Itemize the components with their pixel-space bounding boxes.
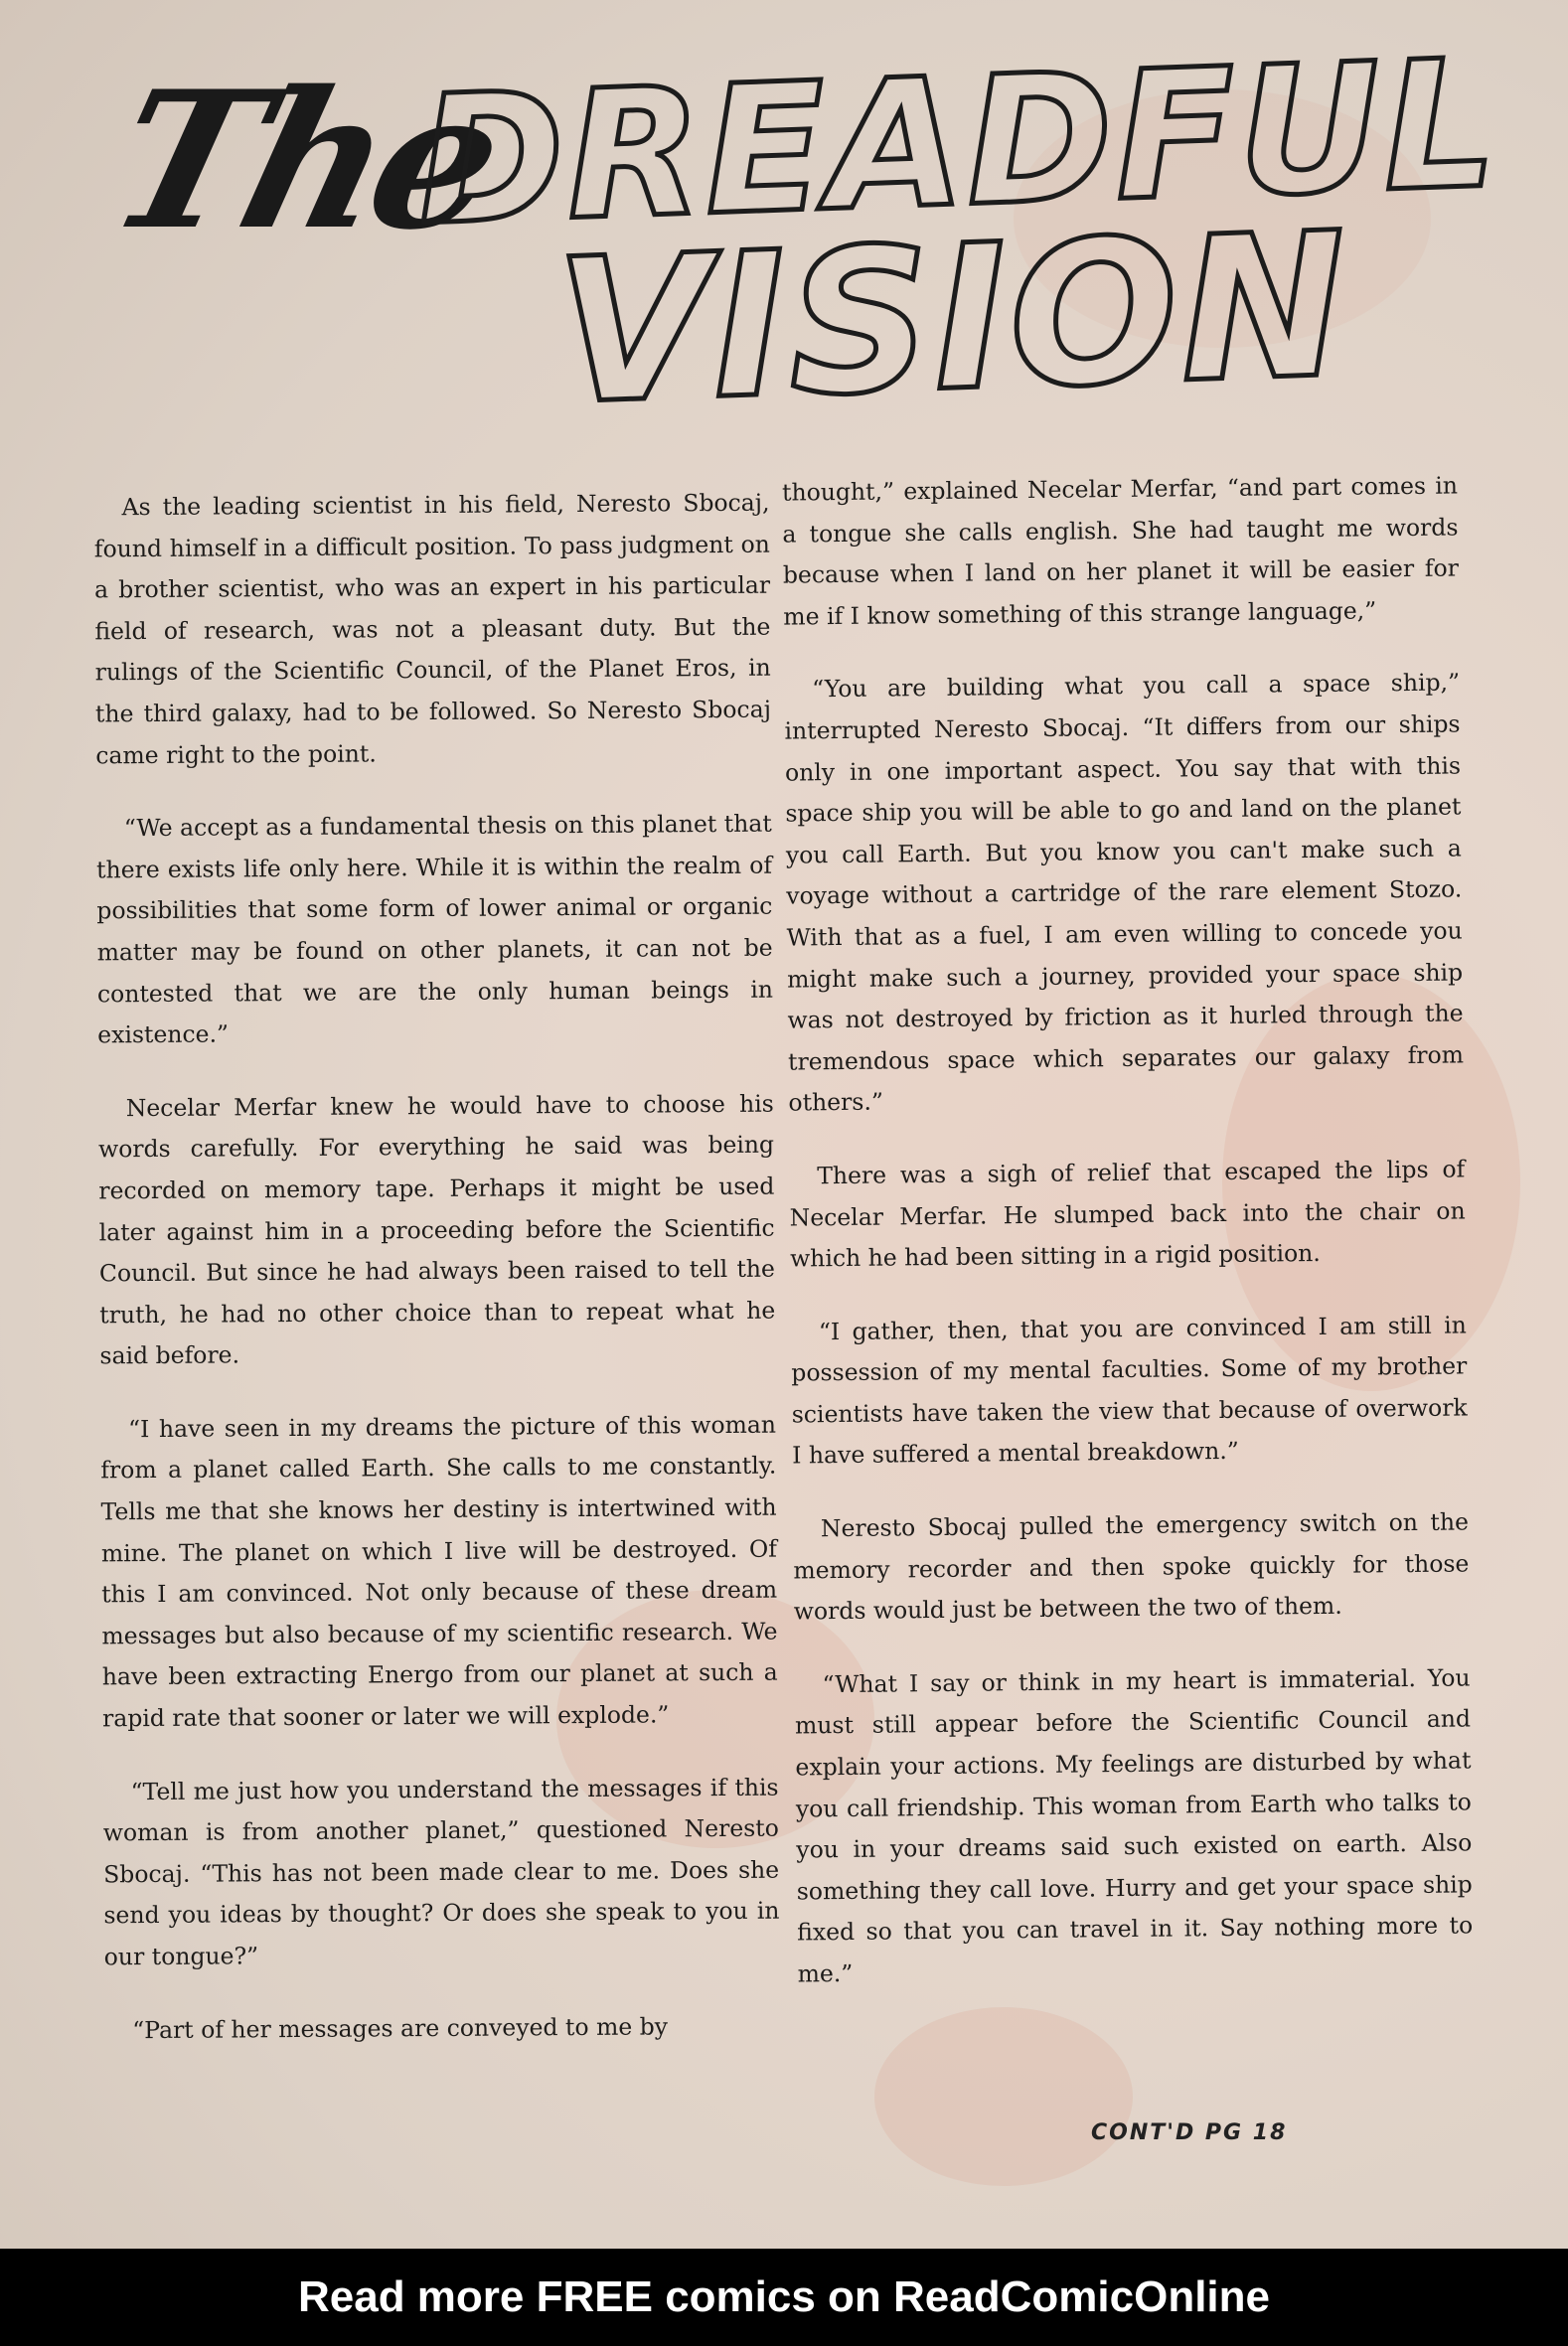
title-the: The [90,50,515,271]
text-column-right [782,465,1474,2027]
promo-banner[interactable]: Read more FREE comics on ReadComicOnline [0,2249,1568,2346]
continued-note: CONT'D PG 18 [1091,2120,1288,2145]
paragraph: “I have seen in my dreams the picture of this woman from a planet called Earth. She calls to me constantly. Tells me that she knows her destiny is intertwined with mine. The planet on which I live will be destroyed. Of this I am convinced. Not only because of these dream messages but also because of my scientific research. We have been extracting Energo from our planet at such a rapid rate that sooner or later we will explode.” [100,1410,778,1733]
title-vision: VISION [552,190,1352,449]
paragraph: “What I say or think in my heart is immaterial. You must still appear before the Scientific Council and explain your actions. My feelings are disturbed by what you call friendship. This woman from Earth who talks to you in your dreams said such existed on earth. Also something they call love. Hurry and get your space ship fixed so that you can travel in it. Say nothing more to me.” [794,1663,1474,1988]
paragraph: Necelar Merfar knew he would have to choose his words carefully. For everything he said was being recorded on memory tape. Perhaps it might be used later against him in a proceeding before the Scientific Council. But since he had always been raised to tell the truth, he had no other choice than to repeat what he said before. [97,1089,776,1370]
paragraph: As the leading scientist in his field, Neresto Sbocaj, found himself in a difficult position. To pass judgment on a brother scientist, who was an expert in his particular field of research, was not a pleasant duty. But the rulings of the Scientific Council, of the Planet Eros, in the third galaxy, had to be followed. So Neresto Sbocaj came right to the point. [93,488,772,769]
paragraph: “We accept as a fundamental thesis on this planet that there exists life only here. While it is within the realm of possibilities that some form of lower animal or organic matter may be found on other planets, it can not be contested that we are the only human beings in existence.” [95,809,774,1049]
paragraph: Neresto Sbocaj pulled the emergency switch on the memory recorder and then spoke quickly for those words would just be between the two of them. [793,1507,1470,1626]
text-column-left [93,483,780,2084]
paragraph: “Tell me just how you understand the messages if this woman is from another planet,” questioned Neresto Sbocaj. “This has not been made clear to me. Does she send you ideas by thought? Or does she speak to you in our tongue?” [102,1773,780,1971]
paragraph: “Part of her messages are conveyed to me by [132,2011,669,2044]
title-dreadful: DREADFUL [413,21,1501,264]
paragraph: “I gather, then, that you are convinced I am still in possession of my mental faculties. Some of my brother scientists have taken the view that because of overwork I have suffered a mental breakdown.” [791,1311,1468,1471]
paragraph: “You are building what you call a space ship,” interrupted Neresto Sbocaj. “It differs from our ships only in one important aspect. You say that with this space ship you will be able to go and land on the planet you call Earth. But you know you can't make such a voyage without a cartridge of the rare element Stozo. With that as a fuel, I am even willing to concede you might make such a journey, provided your space ship was not destroyed by friction as it hurled through the tremendous space which separates our galaxy from others.” [784,668,1465,1117]
paragraph: thought,” explained Necelar Merfar, “and part comes in a tongue she calls english. She had taught me words because when I land on her planet it will be easier for me if I know something of this strange language,” [781,471,1460,631]
paragraph: There was a sigh of relief that escaped the lips of Necelar Merfar. He slumped back into the chair on which he had been sitting in a rigid position. [789,1155,1466,1273]
